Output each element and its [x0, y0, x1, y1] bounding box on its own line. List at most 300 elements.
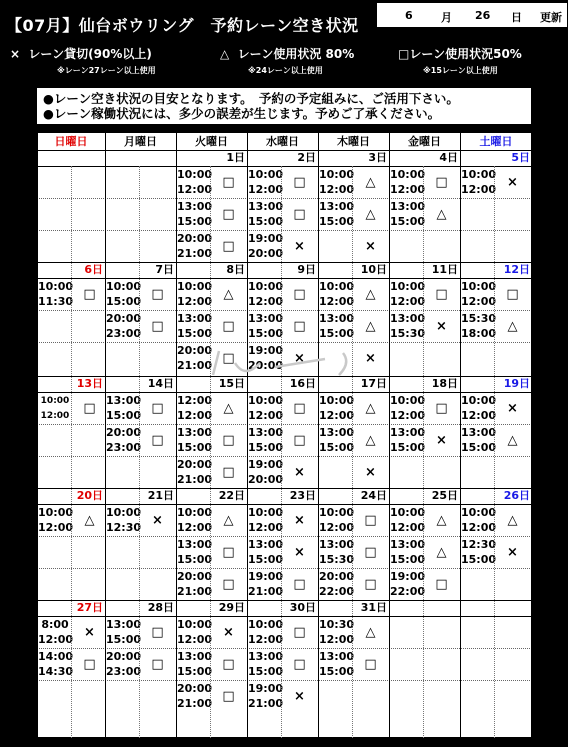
slot-status-mark: □: [222, 545, 235, 560]
slot-start-time: 19:00: [248, 458, 284, 471]
slot-end-time: 12:00: [461, 409, 497, 422]
slot-start-time: 10:00: [461, 168, 497, 181]
slot-start-time: 13:00: [319, 426, 355, 439]
slot-start-time: 10:00: [319, 280, 355, 293]
slot-status-mark: □: [435, 401, 448, 416]
week-top-line: [37, 488, 532, 489]
slot-status-mark: □: [222, 319, 235, 334]
slot-status-mark: △: [507, 513, 518, 528]
slot-start-time: 10:00: [177, 618, 213, 631]
day-number: 25日: [431, 489, 458, 502]
slot-end-time: 20:00: [248, 473, 284, 486]
slot-start-time: 10:00: [177, 168, 213, 181]
column-line: [531, 132, 532, 738]
day-number: 14日: [147, 377, 174, 390]
slot-start-time: 20:00: [177, 570, 213, 583]
slot-end-time: 12:00: [177, 295, 213, 308]
slot-start-time: 19:00: [248, 682, 284, 695]
slot-status-mark: □: [293, 433, 306, 448]
column-inner-line: [139, 166, 140, 738]
column-line: [247, 132, 248, 738]
slot-end-time: 12:00: [390, 409, 426, 422]
slot-start-time: 13:00: [390, 312, 426, 325]
slot-status-mark: ×: [294, 513, 305, 528]
slot-end-time: 12:00: [177, 521, 213, 534]
slot-status-mark: □: [293, 319, 306, 334]
slot-status-mark: ×: [294, 545, 305, 560]
slot-end-time: 15:00: [248, 215, 284, 228]
slot-end-time: 12:00: [248, 633, 284, 646]
slot-end-time: 12:00: [38, 633, 74, 646]
column-line: [176, 132, 177, 738]
slot-start-time: 10:00: [461, 394, 497, 407]
legend-half: □レーン使用状況50%: [398, 47, 522, 61]
slot-end-time: 15:00: [177, 327, 213, 340]
slot-end-time: 12:00: [248, 295, 284, 308]
week-top-line: [37, 600, 532, 601]
slot-end-time: 15:00: [106, 295, 142, 308]
slot-start-time: 10:00: [106, 506, 142, 519]
slot-status-mark: □: [364, 545, 377, 560]
column-inner-line: [71, 166, 72, 738]
slot-status-mark: □: [222, 657, 235, 672]
slot-start-time: 10:00: [390, 280, 426, 293]
slot-status-mark: ×: [365, 465, 376, 480]
weekday-header: 金曜日: [408, 135, 441, 148]
day-row-line: [37, 616, 532, 617]
column-inner-line: [281, 166, 282, 738]
slot-end-time: 12:00: [248, 521, 284, 534]
day-number: 24日: [360, 489, 387, 502]
slot-status-mark: △: [84, 513, 95, 528]
slot-start-time: 13:00: [106, 618, 142, 631]
slot-end-time: 11:30: [38, 295, 74, 308]
column-inner-line: [352, 166, 353, 738]
slot-end-time: 15:30: [390, 327, 426, 340]
slot-divider: [37, 536, 532, 537]
slot-divider: [37, 310, 532, 311]
day-number: 9日: [297, 263, 316, 276]
slot-start-time: 20:00: [177, 344, 213, 357]
slot-status-mark: ×: [84, 625, 95, 640]
slot-status-mark: □: [435, 577, 448, 592]
slot-status-mark: □: [293, 625, 306, 640]
day-row-line: [37, 166, 532, 167]
slot-start-time: 13:00: [177, 200, 213, 213]
slot-end-time: 15:00: [177, 553, 213, 566]
slot-status-mark: ×: [365, 351, 376, 366]
weekday-header: 火曜日: [195, 135, 228, 148]
slot-end-time: 14:30: [38, 665, 74, 678]
column-inner-line: [494, 166, 495, 738]
slot-start-time: 13:00: [177, 426, 213, 439]
day-number: 27日: [76, 601, 103, 614]
slot-start-time: 13:00: [319, 312, 355, 325]
weekday-header: 水曜日: [266, 135, 299, 148]
week-top-line: [37, 150, 532, 151]
slot-status-mark: △: [436, 513, 447, 528]
slot-end-time: 15:00: [390, 553, 426, 566]
slot-status-mark: □: [83, 401, 96, 416]
slot-start-time: 10:00: [390, 506, 426, 519]
slot-start-time: 10:00: [38, 506, 74, 519]
slot-end-time: 15:00: [461, 553, 497, 566]
slot-status-mark: ×: [365, 239, 376, 254]
slot-end-time: 15:00: [461, 441, 497, 454]
slot-status-mark: □: [222, 465, 235, 480]
slot-end-time: 12:00: [319, 183, 355, 196]
slot-end-time: 15:00: [248, 665, 284, 678]
slot-status-mark: □: [151, 625, 164, 640]
slot-status-mark: □: [364, 513, 377, 528]
slot-status-mark: □: [293, 401, 306, 416]
day-number: 10日: [360, 263, 387, 276]
page-title: 【07月】仙台ボウリング 予約レーン空き状況: [6, 16, 359, 35]
slot-start-time: 13:00: [248, 312, 284, 325]
slot-end-time: 12:00: [40, 411, 70, 421]
slot-status-mark: △: [365, 319, 376, 334]
slot-status-mark: □: [222, 351, 235, 366]
day-number: 5日: [511, 151, 530, 164]
slot-status-mark: □: [364, 657, 377, 672]
slot-end-time: 15:00: [106, 633, 142, 646]
slot-status-mark: □: [506, 287, 519, 302]
legend-half-note: ※15レーン以上使用: [423, 66, 498, 75]
update-date-box: [376, 2, 568, 28]
weekday-header: 木曜日: [337, 135, 370, 148]
column-line: [105, 132, 106, 738]
slot-start-time: 10:00: [40, 396, 70, 406]
day-number: 23日: [289, 489, 316, 502]
slot-end-time: 12:00: [319, 521, 355, 534]
slot-status-mark: ×: [507, 401, 518, 416]
column-inner-line: [210, 166, 211, 738]
slot-status-mark: □: [83, 287, 96, 302]
day-number: 28日: [147, 601, 174, 614]
day-number: 17日: [360, 377, 387, 390]
slot-status-mark: ×: [294, 351, 305, 366]
slot-start-time: 13:00: [390, 200, 426, 213]
slot-divider: [37, 198, 532, 199]
slot-status-mark: □: [435, 287, 448, 302]
day-number: 11日: [431, 263, 458, 276]
update-label: 更新: [540, 11, 562, 24]
slot-status-mark: △: [436, 545, 447, 560]
slot-status-mark: □: [222, 689, 235, 704]
slot-end-time: 15:00: [177, 215, 213, 228]
slot-start-time: 20:00: [177, 458, 213, 471]
slot-status-mark: △: [223, 401, 234, 416]
slot-end-time: 21:00: [177, 359, 213, 372]
slot-start-time: 10:00: [248, 506, 284, 519]
slot-end-time: 12:00: [461, 295, 497, 308]
slot-divider: [37, 230, 532, 231]
slot-start-time: 20:00: [177, 232, 213, 245]
legend-busy-note: ※24レーン以上使用: [248, 66, 323, 75]
column-line: [460, 132, 461, 738]
day-number: 31日: [360, 601, 387, 614]
slot-status-mark: △: [365, 287, 376, 302]
slot-status-mark: ×: [294, 465, 305, 480]
slot-status-mark: △: [365, 175, 376, 190]
slot-status-mark: □: [222, 175, 235, 190]
day-row-line: [37, 392, 532, 393]
slot-status-mark: □: [151, 657, 164, 672]
slot-status-mark: □: [222, 577, 235, 592]
column-line: [389, 132, 390, 738]
day-row-line: [37, 278, 532, 279]
notice-box: [37, 88, 531, 124]
calendar-bottom-line: [37, 737, 532, 738]
slot-status-mark: □: [364, 577, 377, 592]
slot-status-mark: △: [223, 287, 234, 302]
slot-start-time: 12:00: [177, 394, 213, 407]
slot-start-time: 15:30: [461, 312, 497, 325]
slot-status-mark: △: [365, 433, 376, 448]
slot-status-mark: □: [222, 207, 235, 222]
slot-status-mark: △: [223, 513, 234, 528]
slot-start-time: 20:00: [106, 426, 142, 439]
update-month: 6: [405, 9, 413, 22]
slot-start-time: 13:00: [248, 200, 284, 213]
legend-busy: △ レーン使用状況 80%: [220, 47, 355, 61]
slot-status-mark: □: [293, 657, 306, 672]
slot-start-time: 13:00: [248, 650, 284, 663]
week-top-line: [37, 262, 532, 263]
day-number: 26日: [503, 489, 530, 502]
slot-start-time: 20:00: [319, 570, 355, 583]
slot-status-mark: ×: [436, 319, 447, 334]
slot-end-time: 15:00: [319, 665, 355, 678]
day-number: 30日: [289, 601, 316, 614]
slot-end-time: 23:00: [106, 441, 142, 454]
slot-status-mark: △: [365, 401, 376, 416]
slot-start-time: 10:00: [177, 280, 213, 293]
slot-status-mark: □: [222, 239, 235, 254]
slot-end-time: 15:00: [319, 327, 355, 340]
slot-start-time: 10:00: [248, 394, 284, 407]
weekday-header: 日曜日: [54, 135, 88, 148]
slot-end-time: 21:00: [177, 473, 213, 486]
day-number: 3日: [368, 151, 387, 164]
slot-end-time: 12:00: [177, 633, 213, 646]
slot-start-time: 10:00: [248, 280, 284, 293]
slot-start-time: 10:00: [177, 506, 213, 519]
calendar-top-line: [37, 132, 532, 133]
slot-start-time: 13:00: [177, 538, 213, 551]
slot-end-time: 22:00: [319, 585, 355, 598]
slot-status-mark: □: [293, 287, 306, 302]
column-inner-line: [423, 166, 424, 738]
slot-end-time: 12:00: [461, 183, 497, 196]
day-number: 19日: [503, 377, 530, 390]
slot-status-mark: □: [151, 433, 164, 448]
slot-status-mark: □: [293, 207, 306, 222]
slot-end-time: 20:00: [248, 359, 284, 372]
slot-status-mark: △: [507, 433, 518, 448]
day-number: 18日: [431, 377, 458, 390]
slot-status-mark: ×: [507, 175, 518, 190]
weekday-header: 土曜日: [479, 135, 513, 148]
legend-full: × レーン貸切(90%以上): [10, 47, 152, 61]
weekday-header: 月曜日: [124, 135, 157, 148]
slot-start-time: 13:00: [106, 394, 142, 407]
slot-status-mark: □: [151, 319, 164, 334]
slot-status-mark: ×: [294, 239, 305, 254]
slot-end-time: 21:00: [177, 585, 213, 598]
slot-start-time: 13:00: [319, 538, 355, 551]
slot-start-time: 13:00: [177, 650, 213, 663]
slot-status-mark: □: [435, 175, 448, 190]
slot-status-mark: △: [365, 625, 376, 640]
day-number: 4日: [439, 151, 458, 164]
slot-divider: [37, 424, 532, 425]
slot-end-time: 15:00: [106, 409, 142, 422]
slot-start-time: 13:00: [461, 426, 497, 439]
slot-start-time: 13:00: [248, 426, 284, 439]
slot-divider: [37, 456, 532, 457]
slot-start-time: 19:00: [390, 570, 426, 583]
slot-start-time: 10:00: [319, 394, 355, 407]
slot-status-mark: ×: [436, 433, 447, 448]
slot-start-time: 20:00: [106, 650, 142, 663]
slot-status-mark: ×: [507, 545, 518, 560]
slot-start-time: 10:00: [461, 280, 497, 293]
legend-full-note: ※レーン27レーン以上使用: [57, 66, 156, 75]
slot-end-time: 15:00: [390, 441, 426, 454]
day-number: 20日: [76, 489, 103, 502]
slot-status-mark: △: [436, 207, 447, 222]
slot-status-mark: □: [293, 175, 306, 190]
slot-status-mark: □: [151, 401, 164, 416]
slot-start-time: 13:00: [390, 538, 426, 551]
slot-start-time: 20:00: [106, 312, 142, 325]
slot-divider: [37, 680, 532, 681]
day-number: 21日: [147, 489, 174, 502]
slot-start-time: 10:00: [248, 618, 284, 631]
day-number: 29日: [218, 601, 245, 614]
slot-start-time: 8:00: [41, 618, 69, 631]
slot-start-time: 19:00: [248, 232, 284, 245]
slot-start-time: 12:30: [461, 538, 497, 551]
slot-end-time: 15:00: [319, 215, 355, 228]
notice-line-2: ●レーン稼働状況には、多少の誤差が生じます。予めご了承ください。: [43, 106, 441, 121]
slot-end-time: 12:30: [106, 521, 142, 534]
slot-start-time: 13:00: [390, 426, 426, 439]
day-number: 13日: [76, 377, 103, 390]
slot-start-time: 14:00: [38, 650, 74, 663]
slot-end-time: 21:00: [248, 585, 284, 598]
week-top-line: [37, 376, 532, 377]
slot-end-time: 15:00: [390, 215, 426, 228]
month-unit: 月: [441, 11, 452, 24]
column-line: [37, 132, 38, 738]
slot-divider: [37, 342, 532, 343]
slot-start-time: 13:00: [319, 200, 355, 213]
slot-end-time: 20:00: [248, 247, 284, 260]
update-day: 26: [475, 9, 491, 22]
slot-end-time: 21:00: [248, 697, 284, 710]
slot-start-time: 10:00: [38, 280, 74, 293]
day-number: 12日: [503, 263, 530, 276]
slot-end-time: 21:00: [177, 247, 213, 260]
slot-end-time: 21:00: [177, 697, 213, 710]
slot-start-time: 20:00: [177, 682, 213, 695]
column-line: [318, 132, 319, 738]
day-number: 6日: [84, 263, 103, 276]
slot-start-time: 19:00: [248, 570, 284, 583]
slot-start-time: 10:00: [461, 506, 497, 519]
slot-start-time: 10:00: [248, 168, 284, 181]
availability-calendar: [37, 132, 532, 738]
slot-status-mark: □: [222, 433, 235, 448]
slot-start-time: 10:00: [319, 506, 355, 519]
slot-status-mark: △: [365, 207, 376, 222]
day-number: 16日: [289, 377, 316, 390]
slot-start-time: 19:00: [248, 344, 284, 357]
slot-status-mark: □: [83, 657, 96, 672]
slot-end-time: 12:00: [177, 409, 213, 422]
slot-start-time: 13:00: [319, 650, 355, 663]
slot-status-mark: ×: [152, 513, 163, 528]
day-number: 15日: [218, 377, 245, 390]
day-number: 8日: [226, 263, 245, 276]
slot-start-time: 10:30: [319, 618, 355, 631]
slot-end-time: 12:00: [461, 521, 497, 534]
slot-end-time: 12:00: [390, 183, 426, 196]
day-unit: 日: [511, 11, 522, 24]
slot-end-time: 12:00: [177, 183, 213, 196]
slot-end-time: 18:00: [461, 327, 497, 340]
slot-status-mark: △: [507, 319, 518, 334]
slot-start-time: 13:00: [248, 538, 284, 551]
day-number: 1日: [226, 151, 245, 164]
slot-status-mark: ×: [223, 625, 234, 640]
day-row-line: [37, 504, 532, 505]
slot-end-time: 12:00: [319, 633, 355, 646]
day-number: 7日: [155, 263, 174, 276]
slot-divider: [37, 648, 532, 649]
slot-end-time: 15:00: [177, 665, 213, 678]
slot-end-time: 15:00: [177, 441, 213, 454]
slot-end-time: 15:00: [319, 441, 355, 454]
slot-end-time: 12:00: [248, 183, 284, 196]
slot-end-time: 12:00: [390, 521, 426, 534]
slot-status-mark: ×: [294, 689, 305, 704]
slot-end-time: 15:00: [248, 327, 284, 340]
slot-end-time: 15:30: [319, 553, 355, 566]
slot-end-time: 12:00: [319, 409, 355, 422]
slot-start-time: 10:00: [390, 394, 426, 407]
slot-end-time: 12:00: [248, 409, 284, 422]
slot-end-time: 12:00: [319, 295, 355, 308]
slot-start-time: 10:00: [106, 280, 142, 293]
slot-start-time: 10:00: [390, 168, 426, 181]
slot-end-time: 23:00: [106, 665, 142, 678]
slot-end-time: 15:00: [248, 553, 284, 566]
slot-end-time: 12:00: [390, 295, 426, 308]
slot-end-time: 23:00: [106, 327, 142, 340]
notice-line-1: ●レーン空き状況の目安となります。 予約の予定組みに、ご活用下さい。: [43, 91, 459, 106]
slot-status-mark: □: [151, 287, 164, 302]
day-number: 2日: [297, 151, 316, 164]
slot-end-time: 15:00: [248, 441, 284, 454]
slot-end-time: 12:00: [38, 521, 74, 534]
slot-end-time: 22:00: [390, 585, 426, 598]
slot-divider: [37, 568, 532, 569]
slot-status-mark: □: [293, 577, 306, 592]
day-number: 22日: [218, 489, 245, 502]
